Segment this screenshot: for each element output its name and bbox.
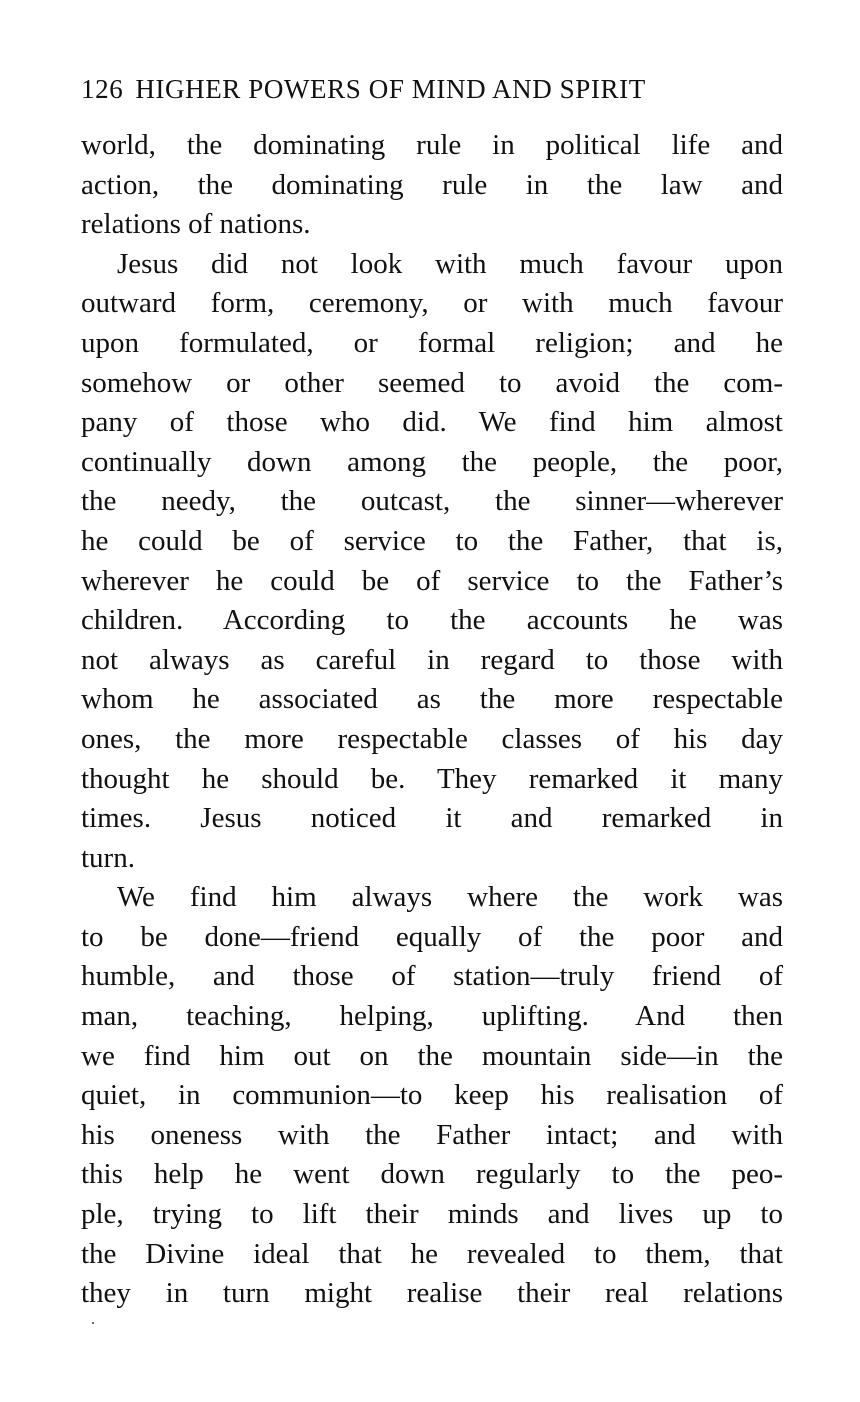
text-line: children. According to the accounts he was	[81, 604, 783, 637]
text-line: ones, the more respectable classes of his day	[81, 722, 783, 755]
text-line: the Divine ideal that he revealed to them, that	[81, 1237, 783, 1270]
text-line: times. Jesus noticed it and remarked in	[81, 802, 783, 835]
running-title: HIGHER POWERS OF MIND AND SPIRIT	[135, 74, 646, 104]
text-line: upon formulated, or formal religion; and he	[81, 326, 783, 359]
text-line: to be done—friend equally of the poor and	[81, 920, 783, 953]
text-line: the needy, the outcast, the sinner—wherever	[81, 485, 783, 518]
text-line: turn.	[81, 841, 135, 874]
text-line: humble, and those of station—truly friend of	[81, 960, 783, 993]
text-line: they in turn might realise their real relations	[81, 1277, 783, 1310]
page-number: 126	[81, 74, 124, 104]
paragraph	[81, 126, 783, 245]
text-line: wherever he could be of service to the Father’s	[81, 564, 783, 597]
text-line: We find him always where the work was	[117, 881, 783, 914]
text-line: he could be of service to the Father, that is,	[81, 524, 783, 557]
text-line: relations of nations.	[81, 208, 311, 241]
paragraph	[81, 245, 783, 879]
text-line: pany of those who did. We find him almost	[81, 406, 783, 439]
text-line: man, teaching, helping, uplifting. And then	[81, 1000, 783, 1033]
print-speck	[92, 1322, 94, 1324]
text-line: ple, trying to lift their minds and lives up to	[81, 1198, 783, 1231]
running-head	[81, 72, 781, 106]
paragraph	[81, 878, 783, 1314]
text-line: this help he went down regularly to the peo-	[81, 1158, 783, 1191]
text-line: somehow or other seemed to avoid the com-	[81, 366, 783, 399]
text-line: we find him out on the mountain side—in the	[81, 1039, 783, 1072]
text-line: world, the dominating rule in political life and	[81, 129, 783, 161]
text-line: his oneness with the Father intact; and with	[81, 1118, 783, 1151]
text-line: continually down among the people, the poor,	[81, 445, 783, 478]
body-text	[81, 126, 783, 1314]
text-line: action, the dominating rule in the law and	[81, 168, 783, 201]
text-line: not always as careful in regard to those with	[81, 643, 783, 676]
text-line: quiet, in communion—to keep his realisation of	[81, 1079, 783, 1112]
text-line: Jesus did not look with much favour upon	[117, 247, 783, 280]
text-line: thought he should be. They remarked it many	[81, 762, 783, 795]
text-line: whom he associated as the more respectable	[81, 683, 783, 716]
text-line: outward form, ceremony, or with much favour	[81, 287, 783, 320]
